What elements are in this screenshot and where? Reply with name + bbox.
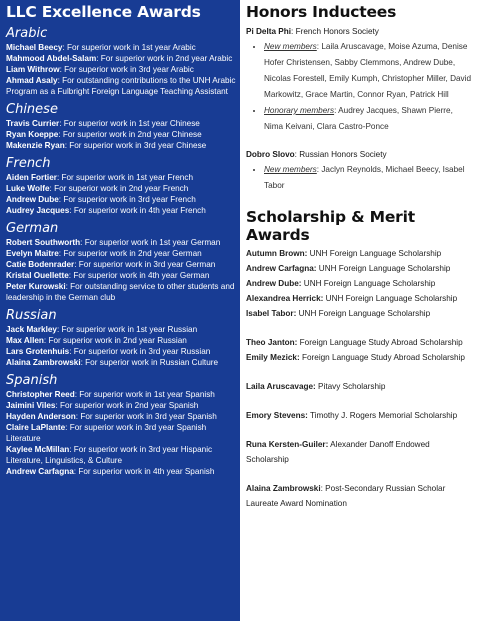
section-heading: Arabic	[6, 26, 48, 41]
recipient-name: Robert Southworth	[6, 238, 81, 247]
award-description: : For superior work in 1st year Arabic	[62, 43, 196, 52]
award-entry	[6, 75, 236, 97]
spacer	[246, 394, 474, 408]
section-heading: German	[6, 221, 59, 236]
award-description: : For superior work in 3rd year German	[74, 260, 216, 269]
recipient-name: Michael Beecy	[6, 43, 63, 52]
inductee-list	[246, 39, 474, 135]
award-entry	[6, 237, 236, 248]
recipient-name: Audrey Jacques	[6, 206, 70, 215]
award-entry	[6, 422, 236, 444]
recipient-name: Laila Aruscavage:	[246, 382, 316, 391]
recipient-name: Kaylee McMillan	[6, 445, 70, 454]
scholarship-entry	[246, 306, 474, 321]
member-names: : Laila Aruscavage, Moise Azuma, Denise Hofer Christensen, Sabby Clemmons, Andrew Dube, Nicolas Forestell, Emily Kumph, Christopher Miller, David Markowitz, Grace Martin, Connor Ryan, Patrick Hill	[264, 42, 472, 99]
spacer	[246, 467, 474, 481]
award-description: : For superior work in 3rd year Arabic	[59, 65, 194, 74]
recipient-name: Luke Wolfe	[6, 184, 50, 193]
section-heading: Chinese	[6, 102, 58, 117]
recipient-name: Aiden Fortier	[6, 173, 57, 182]
recipient-name: Ahmad Asaly	[6, 76, 58, 85]
award-entry	[6, 357, 236, 368]
award-description: : For superior work in 1st year French	[56, 173, 194, 182]
scholarship-name: Alexander Danoff Endowed Scholarship	[246, 440, 430, 464]
scholarship-entry	[246, 246, 474, 261]
award-entry	[6, 172, 236, 183]
award-entry	[6, 270, 236, 281]
society-heading	[246, 26, 474, 37]
recipient-name: Theo Janton:	[246, 338, 298, 347]
recipient-name: Liam Withrow	[6, 65, 60, 74]
member-names: : Audrey Jacques, Shawn Pierre, Nima Keivani, Clara Castro-Ponce	[264, 106, 453, 131]
award-description: : For superior work in 3rd year Spanish	[75, 412, 217, 421]
award-description: : For superior work in 2nd year Spanish	[55, 401, 199, 410]
scholarship-group	[246, 408, 474, 423]
recipient-name: Peter Kurowski	[6, 282, 66, 291]
scholarship-name: : Post-Secondary Russian Scholar Laureate Award Nomination	[246, 484, 446, 508]
recipient-name: Max Allen	[6, 336, 44, 345]
scholarship-name: UNH Foreign Language Scholarship	[307, 249, 442, 258]
recipient-name: Autumn Brown:	[246, 249, 308, 258]
award-entry	[6, 346, 236, 357]
scholarship-title: Scholarship & Merit Awards	[246, 208, 415, 244]
recipient-name: Ryan Koeppe	[6, 130, 59, 139]
french-section	[6, 156, 236, 216]
award-entry	[6, 140, 236, 151]
recipient-name: Alaina Zambrowski	[246, 484, 321, 493]
recipient-name: Kristal Ouellette	[6, 271, 69, 280]
spacer	[246, 423, 474, 437]
recipient-name: Emory Stevens:	[246, 411, 308, 420]
scholarship-group	[246, 246, 474, 321]
award-description: : For superior work in 1st year Spanish	[74, 390, 215, 399]
scholarship-entry	[246, 408, 474, 423]
recipient-name: Jaimini Viles	[6, 401, 56, 410]
society-description: : French Honors Society	[291, 27, 379, 36]
dobro-slovo-society	[246, 149, 474, 194]
recipient-name: Isabel Tabor:	[246, 309, 297, 318]
inductee-group	[264, 162, 474, 194]
llc-title: LLC Excellence Awards	[6, 3, 201, 21]
inductee-group	[264, 103, 474, 135]
award-entry	[6, 118, 236, 129]
award-description: : For outstanding contributions to the UNH Arabic Program as a Fulbright Foreign Language Teaching Assistant	[6, 76, 236, 96]
award-entry	[6, 444, 236, 466]
award-description: : For superior work in 4th year Spanish	[73, 467, 215, 476]
award-description: : For outstanding service to other students and leadership in the German club	[6, 282, 235, 302]
scholarship-entry	[246, 481, 474, 511]
honors-scholarship-column	[240, 0, 480, 621]
section-heading: French	[6, 156, 51, 171]
award-entry	[6, 466, 236, 477]
award-description: : For superior work in 2nd year Chinese	[58, 130, 202, 139]
scholarship-entry	[246, 276, 474, 291]
russian-section	[6, 308, 236, 368]
scholarship-name: UNH Foreign Language Scholarship	[316, 264, 451, 273]
scholarship-name: UNH Foreign Language Scholarship	[296, 309, 431, 318]
scholarship-name: Timothy J. Rogers Memorial Scholarship	[307, 411, 458, 420]
recipient-name: Jack Markley	[6, 325, 57, 334]
recipient-name: Evelyn Maitre	[6, 249, 59, 258]
award-description: : For superior work in 3rd year French	[58, 195, 196, 204]
award-entry	[6, 129, 236, 140]
recipient-name: Claire LaPlante	[6, 423, 66, 432]
member-names: : Jaclyn Reynolds, Michael Beecy, Isabel Tabor	[264, 165, 465, 190]
recipient-name: Alaina Zambrowski	[6, 358, 81, 367]
award-description: : For superior work in 3rd year Russian	[69, 347, 211, 356]
award-entry	[6, 259, 236, 270]
scholarship-entry	[246, 261, 474, 276]
award-description: : For superior work in 3rd year Chinese	[64, 141, 207, 150]
scholarship-name: UNH Foreign Language Scholarship	[323, 294, 458, 303]
award-description: : For superior work in 3rd year Spanish Literature	[6, 423, 207, 443]
scholarship-name: Pitavy Scholarship	[315, 382, 386, 391]
inductee-group	[264, 39, 474, 103]
inductee-list	[246, 162, 474, 194]
recipient-name: Lars Grotenhuis	[6, 347, 70, 356]
section-heading: Russian	[6, 308, 57, 323]
award-description: : For superior work in 1st year German	[80, 238, 221, 247]
award-entry	[6, 324, 236, 335]
award-entry	[6, 194, 236, 205]
spanish-section	[6, 373, 236, 477]
award-entry	[6, 64, 236, 75]
recipient-name: Alexandrea Herrick:	[246, 294, 324, 303]
award-entry	[6, 42, 236, 53]
society-name: Pi Delta Phi	[246, 27, 292, 36]
member-type-label: New members	[264, 42, 317, 51]
award-entry	[6, 53, 236, 64]
award-description: : For superior work in 2nd year French	[49, 184, 189, 193]
award-description: : For superior work in 2nd year German	[58, 249, 202, 258]
scholarship-entry	[246, 437, 474, 467]
award-description: : For superior work in 1st year Russian	[56, 325, 198, 334]
scholarship-name: UNH Foreign Language Scholarship	[301, 279, 436, 288]
scholarship-group	[246, 379, 474, 394]
scholarship-entry	[246, 335, 474, 350]
arabic-section	[6, 26, 236, 97]
society-name: Dobro Slovo	[246, 150, 295, 159]
society-description: : Russian Honors Society	[294, 150, 387, 159]
award-description: : For superior work in 2nd year Arabic	[96, 54, 233, 63]
award-description: : For superior work in 4th year French	[69, 206, 206, 215]
award-description: : For superior work in 3rd year Hispanic Literature, Linguistics, & Culture	[6, 445, 213, 465]
member-type-label: Honorary members	[264, 106, 335, 115]
recipient-name: Andrew Dube	[6, 195, 59, 204]
recipient-name: Mahmood Abdel-Salam	[6, 54, 97, 63]
chinese-section	[6, 102, 236, 151]
recipient-name: Hayden Anderson	[6, 412, 76, 421]
pi-delta-phi-society	[246, 26, 474, 135]
award-description: : For superior work in 1st year Chinese	[59, 119, 200, 128]
recipient-name: Andrew Carfagna:	[246, 264, 317, 273]
section-heading: Spanish	[6, 373, 58, 388]
award-entry	[6, 389, 236, 400]
award-entry	[6, 411, 236, 422]
award-entry	[6, 248, 236, 259]
recipient-name: Andrew Dube:	[246, 279, 302, 288]
society-heading	[246, 149, 474, 160]
recipient-name: Catie Bodenrader	[6, 260, 75, 269]
award-description: : For superior work in 4th year German	[68, 271, 210, 280]
german-section	[6, 221, 236, 303]
scholarship-entry	[246, 379, 474, 394]
recipient-name: Makenzie Ryan	[6, 141, 65, 150]
award-entry	[6, 335, 236, 346]
award-entry	[6, 205, 236, 216]
award-entry	[6, 281, 236, 303]
scholarship-group	[246, 437, 474, 467]
recipient-name: Runa Kersten-Guiler:	[246, 440, 329, 449]
award-entry	[6, 400, 236, 411]
recipient-name: Christopher Reed	[6, 390, 75, 399]
award-description: : For superior work in 2nd year Russian	[43, 336, 187, 345]
recipient-name: Andrew Carfagna	[6, 467, 74, 476]
scholarship-name: Foreign Language Study Abroad Scholarship	[297, 338, 463, 347]
scholarship-group	[246, 481, 474, 511]
scholarship-group	[246, 335, 474, 365]
honors-title: Honors Inductees	[246, 3, 397, 21]
spacer	[246, 321, 474, 335]
scholarship-entry	[246, 291, 474, 306]
award-description: : For superior work in Russian Culture	[80, 358, 219, 367]
scholarship-entry	[246, 350, 474, 365]
scholarship-name: Foreign Language Study Abroad Scholarship	[299, 353, 465, 362]
recipient-name: Emily Mezick:	[246, 353, 300, 362]
member-type-label: New members	[264, 165, 317, 174]
spacer	[246, 365, 474, 379]
recipient-name: Travis Currier	[6, 119, 60, 128]
award-entry	[6, 183, 236, 194]
